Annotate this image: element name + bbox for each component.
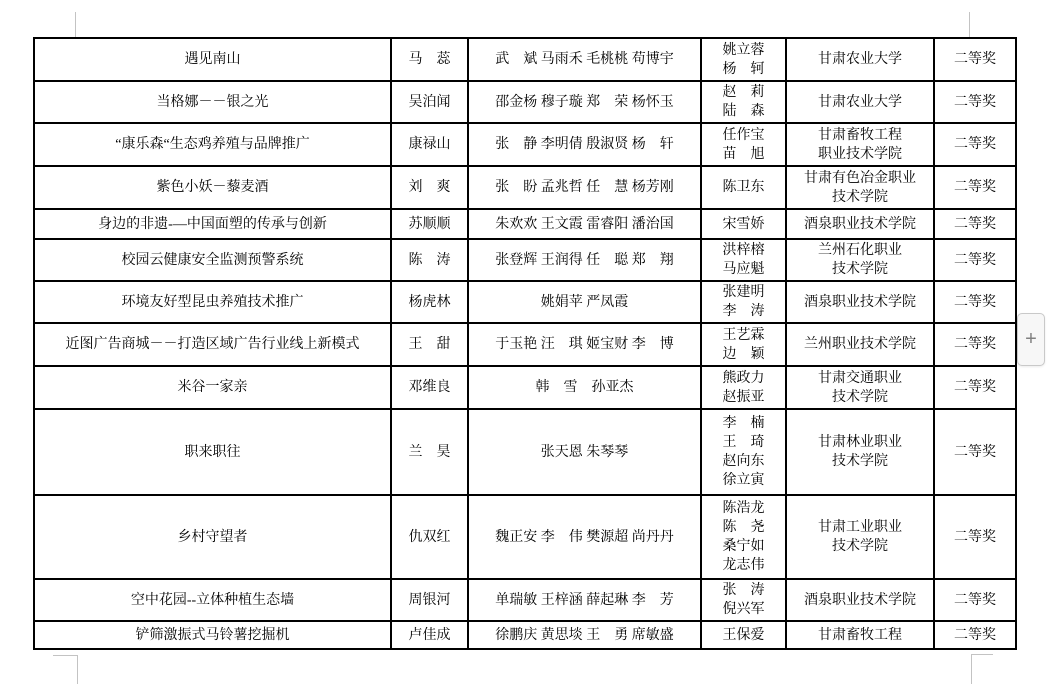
project-name-cell xyxy=(34,409,391,495)
leader-name-cell-line: 刘 爽 xyxy=(408,180,451,195)
advisors-cell-line: 陈卫东 xyxy=(722,180,765,195)
institution-cell xyxy=(786,81,934,123)
team-members-cell xyxy=(468,38,701,81)
advisors-cell-line: 徐立寅 xyxy=(722,473,765,488)
leader-name-cell-line: 邓维良 xyxy=(408,380,451,395)
institution-cell-line: 技术学院 xyxy=(832,189,888,205)
award-level-cell xyxy=(934,123,1016,166)
project-name-cell-line: 身边的非遗-—中国面塑的传承与创新 xyxy=(98,216,327,232)
award-level-cell xyxy=(934,239,1016,281)
team-members-cell xyxy=(468,409,701,495)
team-members-cell-line: 韩 雪 孙亚杰 xyxy=(535,380,634,395)
awards-table xyxy=(33,37,1017,650)
award-level-cell-line: 二等奖 xyxy=(954,529,996,545)
team-members-cell xyxy=(468,123,701,166)
advisors-cell xyxy=(701,209,786,239)
advisors-cell-line: 马应魁 xyxy=(722,262,765,277)
leader-name-cell xyxy=(391,409,468,495)
table-row xyxy=(34,123,1016,166)
margin-mark-top-left xyxy=(75,12,76,37)
institution-cell-line: 酒泉职业技术学院 xyxy=(804,216,916,232)
leader-name-cell-line: 吴泊闻 xyxy=(408,94,451,110)
team-members-cell xyxy=(468,281,701,323)
advisors-cell-line: 洪梓榕 xyxy=(722,243,765,258)
table-row xyxy=(34,366,1016,409)
project-name-cell-line: 乡村守望者 xyxy=(177,529,248,545)
project-name-cell xyxy=(34,209,391,239)
institution-cell-line: 甘肃有色冶金职业 xyxy=(804,170,916,186)
award-level-cell xyxy=(934,38,1016,81)
team-members-cell-line: 武 斌 马雨禾 毛桃桃 苟博宇 xyxy=(495,52,674,67)
advisors-cell-line: 熊政力 xyxy=(722,370,765,386)
award-level-cell-line: 二等奖 xyxy=(954,94,996,110)
institution-cell-line: 甘肃畜牧工程 xyxy=(818,127,902,143)
team-members-cell xyxy=(468,579,701,621)
team-members-cell-line: 张天恩 朱琴琴 xyxy=(540,444,629,460)
advisors-cell-line: 苗 旭 xyxy=(722,146,765,162)
institution-cell xyxy=(786,166,934,209)
institution-cell-line: 技术学院 xyxy=(832,389,888,405)
advisors-cell-line: 王保爱 xyxy=(722,627,765,643)
table-row xyxy=(34,579,1016,621)
team-members-cell-line: 姚娟苹 严凤霞 xyxy=(540,294,629,310)
leader-name-cell-line: 陈 涛 xyxy=(408,252,451,268)
table-row xyxy=(34,166,1016,209)
advisors-cell-line: 李 楠 xyxy=(722,416,765,431)
table-row xyxy=(34,81,1016,123)
project-name-cell xyxy=(34,239,391,281)
plus-icon: + xyxy=(1025,328,1037,350)
leader-name-cell-line: 兰 昊 xyxy=(408,444,451,460)
table-row xyxy=(34,209,1016,239)
advisors-cell-line: 倪兴军 xyxy=(722,602,765,617)
advisors-cell-line: 张建明 xyxy=(722,285,765,300)
team-members-cell xyxy=(468,323,701,366)
institution-cell xyxy=(786,495,934,579)
margin-mark-bottom-left-horizontal xyxy=(53,655,78,656)
project-name-cell-line: 近图广告商城－－打造区域广告行业线上新模式 xyxy=(65,337,360,352)
advisors-cell xyxy=(701,281,786,323)
leader-name-cell-line: 王 甜 xyxy=(408,337,451,352)
institution-cell xyxy=(786,579,934,621)
advisors-cell xyxy=(701,579,786,621)
project-name-cell-line: 铲筛激振式马铃薯挖掘机 xyxy=(135,627,290,643)
award-level-cell-line: 二等奖 xyxy=(954,180,996,195)
team-members-cell xyxy=(468,366,701,409)
project-name-cell xyxy=(34,621,391,649)
award-level-cell-line: 二等奖 xyxy=(954,137,996,152)
project-name-cell-line: 米谷一家亲 xyxy=(177,380,248,395)
leader-name-cell xyxy=(391,621,468,649)
institution-cell xyxy=(786,366,934,409)
award-level-cell xyxy=(934,409,1016,495)
advisors-cell-line: 王 琦 xyxy=(722,435,765,450)
award-level-cell xyxy=(934,81,1016,123)
project-name-cell-line: 空中花园--立体种植生态墙 xyxy=(130,592,295,608)
institution-cell xyxy=(786,281,934,323)
team-members-cell xyxy=(468,239,701,281)
advisors-cell-line: 任作宝 xyxy=(722,127,765,143)
leader-name-cell xyxy=(391,81,468,123)
advisors-cell-line: 陈 尧 xyxy=(722,520,765,535)
project-name-cell xyxy=(34,495,391,579)
leader-name-cell-line: 杨虎林 xyxy=(408,294,451,310)
advisors-cell xyxy=(701,166,786,209)
project-name-cell-line: 遇见南山 xyxy=(184,52,241,67)
margin-mark-bottom-left-vertical xyxy=(77,655,78,684)
advisors-cell-line: 桑宁如 xyxy=(722,539,765,554)
leader-name-cell-line: 仇双红 xyxy=(408,529,451,545)
project-name-cell-line: 当格娜－－银之光 xyxy=(156,94,269,110)
award-level-cell-line: 二等奖 xyxy=(954,294,996,310)
award-level-cell xyxy=(934,166,1016,209)
award-level-cell-line: 二等奖 xyxy=(954,252,996,268)
institution-cell xyxy=(786,409,934,495)
institution-cell-line: 甘肃工业职业 xyxy=(818,520,902,535)
institution-cell-line: 甘肃农业大学 xyxy=(818,52,902,67)
leader-name-cell-line: 卢佳成 xyxy=(408,627,451,643)
advisors-cell-line: 张 涛 xyxy=(722,583,765,598)
institution-cell-line: 甘肃农业大学 xyxy=(818,94,902,110)
project-name-cell xyxy=(34,166,391,209)
advisors-cell xyxy=(701,239,786,281)
advisors-cell-line: 杨 轲 xyxy=(722,61,765,77)
team-members-cell-line: 张登辉 王润得 任 聪 郑 翔 xyxy=(495,252,674,268)
award-level-cell xyxy=(934,495,1016,579)
project-name-cell-line: “康乐森“生态鸡养殖与品牌推广 xyxy=(115,137,310,152)
advisors-cell-line: 陆 森 xyxy=(722,104,765,119)
award-level-cell-line: 二等奖 xyxy=(954,444,996,460)
team-members-cell-line: 于玉艳 汪 琪 姬宝财 李 博 xyxy=(495,337,674,352)
project-name-cell-line: 职来职往 xyxy=(184,444,241,460)
table-row xyxy=(34,621,1016,649)
institution-cell xyxy=(786,239,934,281)
advisors-cell xyxy=(701,123,786,166)
institution-cell-line: 甘肃林业职业 xyxy=(818,435,902,450)
leader-name-cell xyxy=(391,166,468,209)
award-level-cell xyxy=(934,579,1016,621)
table-row xyxy=(34,409,1016,495)
margin-mark-bottom-right-horizontal xyxy=(971,654,993,655)
leader-name-cell xyxy=(391,209,468,239)
institution-cell-line: 酒泉职业技术学院 xyxy=(804,294,916,310)
advisors-cell xyxy=(701,495,786,579)
award-level-cell xyxy=(934,323,1016,366)
leader-name-cell xyxy=(391,239,468,281)
leader-name-cell-line: 周银河 xyxy=(408,592,451,608)
advisors-cell-line: 陈浩龙 xyxy=(722,501,765,516)
team-members-cell-line: 张 静 李明倩 殷淑贤 杨 轩 xyxy=(495,137,674,152)
team-members-cell-line: 单瑞敏 王梓涵 薛起琳 李 芳 xyxy=(495,592,674,608)
team-members-cell xyxy=(468,166,701,209)
project-name-cell-line: 紫色小妖－藜麦酒 xyxy=(156,180,269,195)
leader-name-cell-line: 康禄山 xyxy=(408,137,451,152)
leader-name-cell xyxy=(391,38,468,81)
project-name-cell xyxy=(34,323,391,366)
leader-name-cell xyxy=(391,495,468,579)
advisors-cell-line: 王艺霖 xyxy=(722,327,765,343)
project-name-cell-line: 环境友好型昆虫养殖技术推广 xyxy=(121,294,304,310)
advisors-cell-line: 姚立蓉 xyxy=(722,42,765,58)
advisors-cell-line: 赵振亚 xyxy=(722,389,765,405)
award-level-cell-line: 二等奖 xyxy=(954,52,996,67)
team-members-cell-line: 邵金杨 穆子璇 郑 荣 杨怀玉 xyxy=(495,94,674,110)
table-row xyxy=(34,239,1016,281)
institution-cell-line: 兰州石化职业 xyxy=(818,243,902,258)
advisors-cell xyxy=(701,366,786,409)
institution-cell-line: 甘肃交通职业 xyxy=(818,370,902,386)
add-button[interactable] xyxy=(1017,313,1045,366)
margin-mark-bottom-right-vertical xyxy=(971,654,972,684)
award-level-cell-line: 二等奖 xyxy=(954,627,996,643)
institution-cell xyxy=(786,323,934,366)
team-members-cell xyxy=(468,81,701,123)
advisors-cell-line: 龙志伟 xyxy=(722,558,765,573)
advisors-cell xyxy=(701,621,786,649)
team-members-cell-line: 徐鹏庆 黄思埮 王 勇 席敏盛 xyxy=(495,627,674,643)
award-level-cell-line: 二等奖 xyxy=(954,337,996,352)
advisors-cell xyxy=(701,409,786,495)
advisors-cell-line: 边 颖 xyxy=(722,346,765,362)
award-level-cell xyxy=(934,281,1016,323)
project-name-cell xyxy=(34,366,391,409)
institution-cell-line: 技术学院 xyxy=(832,454,888,469)
team-members-cell xyxy=(468,209,701,239)
institution-cell-line: 技术学院 xyxy=(832,539,888,554)
project-name-cell-line: 校园云健康安全监测预警系统 xyxy=(121,252,304,268)
table-row xyxy=(34,38,1016,81)
award-level-cell-line: 二等奖 xyxy=(954,592,996,608)
project-name-cell xyxy=(34,579,391,621)
leader-name-cell xyxy=(391,281,468,323)
leader-name-cell xyxy=(391,323,468,366)
project-name-cell xyxy=(34,81,391,123)
leader-name-cell xyxy=(391,366,468,409)
institution-cell xyxy=(786,209,934,239)
table-row xyxy=(34,281,1016,323)
advisors-cell-line: 赵向东 xyxy=(722,454,765,469)
institution-cell-line: 技术学院 xyxy=(832,262,888,277)
advisors-cell-line: 宋雪娇 xyxy=(722,216,765,232)
team-members-cell-line: 魏正安 李 伟 樊源超 尚丹丹 xyxy=(495,529,674,545)
advisors-cell-line: 赵 莉 xyxy=(722,85,765,100)
advisors-cell xyxy=(701,323,786,366)
award-level-cell xyxy=(934,366,1016,409)
institution-cell xyxy=(786,621,934,649)
award-level-cell-line: 二等奖 xyxy=(954,380,996,395)
award-level-cell-line: 二等奖 xyxy=(954,216,996,232)
project-name-cell xyxy=(34,123,391,166)
table-row xyxy=(34,495,1016,579)
advisors-cell xyxy=(701,38,786,81)
project-name-cell xyxy=(34,281,391,323)
institution-cell-line: 兰州职业技术学院 xyxy=(804,337,916,352)
institution-cell xyxy=(786,38,934,81)
institution-cell-line: 甘肃畜牧工程 xyxy=(818,627,902,643)
team-members-cell-line: 张 盼 孟兆哲 任 慧 杨芳刚 xyxy=(495,180,674,195)
award-level-cell xyxy=(934,209,1016,239)
leader-name-cell-line: 马 蕊 xyxy=(408,52,451,67)
leader-name-cell xyxy=(391,123,468,166)
margin-mark-top-right xyxy=(969,12,970,37)
table-row xyxy=(34,323,1016,366)
institution-cell xyxy=(786,123,934,166)
award-level-cell xyxy=(934,621,1016,649)
institution-cell-line: 职业技术学院 xyxy=(818,146,902,162)
team-members-cell xyxy=(468,495,701,579)
institution-cell-line: 酒泉职业技术学院 xyxy=(804,592,916,608)
leader-name-cell xyxy=(391,579,468,621)
team-members-cell xyxy=(468,621,701,649)
team-members-cell-line: 朱欢欢 王文霞 雷睿阳 潘治国 xyxy=(495,216,674,232)
leader-name-cell-line: 苏顺顺 xyxy=(408,216,451,232)
advisors-cell xyxy=(701,81,786,123)
project-name-cell xyxy=(34,38,391,81)
advisors-cell-line: 李 涛 xyxy=(722,304,765,319)
